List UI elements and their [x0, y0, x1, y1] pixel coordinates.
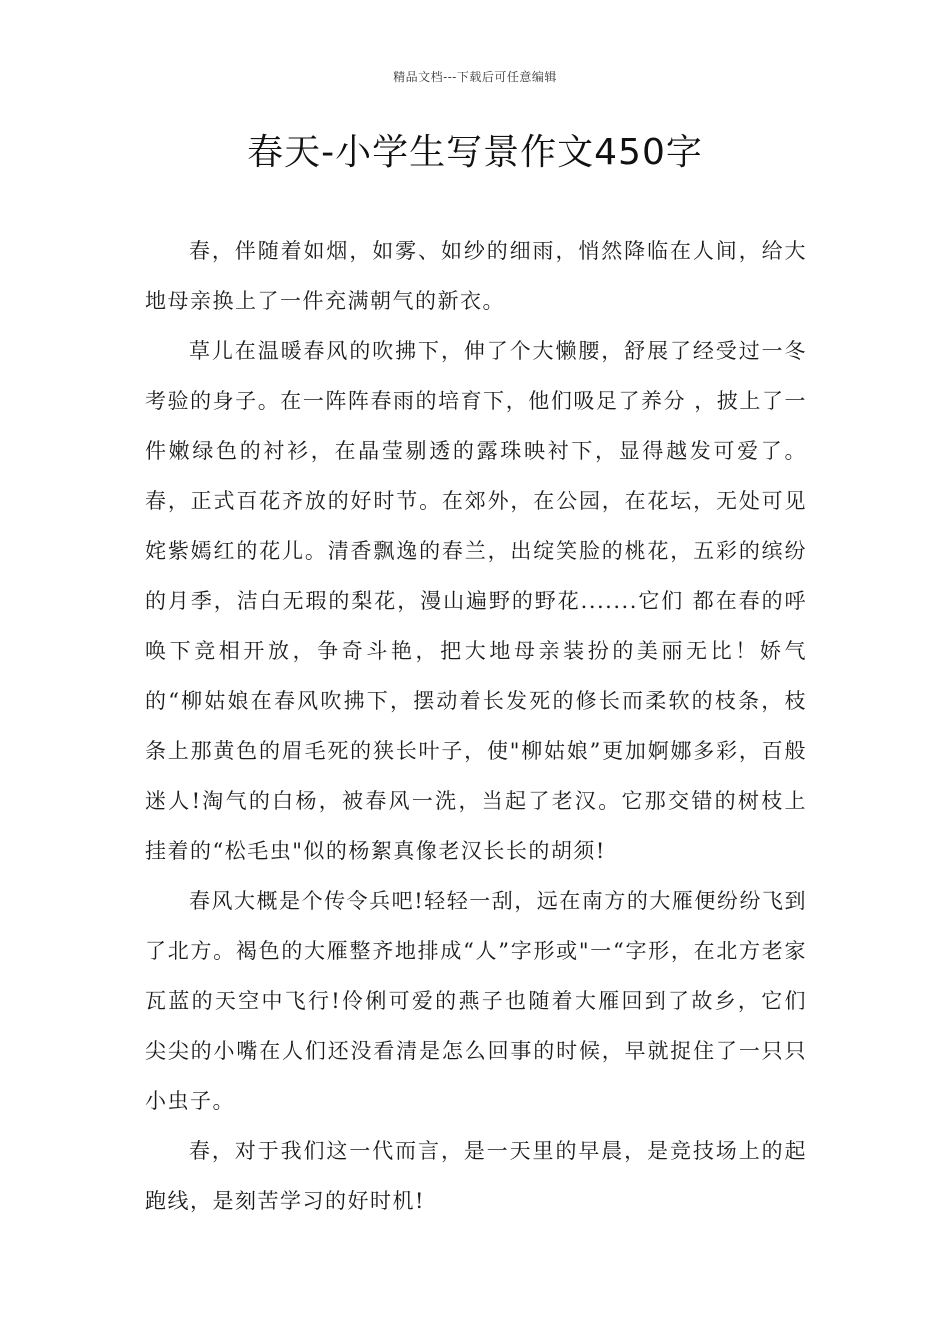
paragraph: 春，伴随着如烟，如雾、如纱的细雨，悄然降临在人间，给大地母亲换上了一件充满朝气的新衣。	[145, 239, 807, 313]
paragraph: 草儿在温暖春风的吹拂下，伸了个大懒腰，舒展了经受过一冬考验的身子。在一阵阵春雨的培育下，他们吸足了养分 ，披上了一件嫩绿色的衬衫，在晶莹剔透的露珠映衬下，显得越发可爱了。 春，正式百花齐放的好时节。在郊外，在公园，在花坛，无处可见姹紫嫣红的花儿。清香飘逸的春兰，出绽笑脸的桃花，五彩的缤纷的月季，洁白无瑕的梨花，漫山遍野的野花.......它们 都在春的呼唤下竞相开放，争奇斗艳，把大地母亲装扮的美丽无比！娇气的“柳姑娘在春风吹拂下，摆动着长发死的修长而柔软的枝条，枝条上那黄色的眉毛死的狭长叶子，使"柳姑娘”更加婀娜多彩，百般迷人!淘气的白杨，被春风一洗，当起了老汉。它那交错的树枝上挂着的“松毛虫"似的杨絮真像老汉长长的胡须!	[145, 339, 807, 863]
header-note: 精品文档---下载后可任意编辑	[393, 70, 557, 84]
page-title: 春天-小学生写景作文450字	[247, 132, 703, 173]
paragraph: 春，对于我们这一代而言，是一天里的早晨，是竞技场上的起跑线，是刻苦学习的好时机!	[145, 1139, 807, 1213]
paragraph: 春风大概是个传令兵吧!轻轻一刮，远在南方的大雁便纷纷飞到了北方。褐色的大雁整齐地排成“人”字形或"一“字形，在北方老家瓦蓝的天空中飞行!伶俐可爱的燕子也随着大雁回到了故乡，它们尖尖的小嘴在人们还没看清是怎么回事的时候，早就捉住了一只只小虫子。	[145, 889, 807, 1113]
essay-body	[145, 226, 807, 1226]
